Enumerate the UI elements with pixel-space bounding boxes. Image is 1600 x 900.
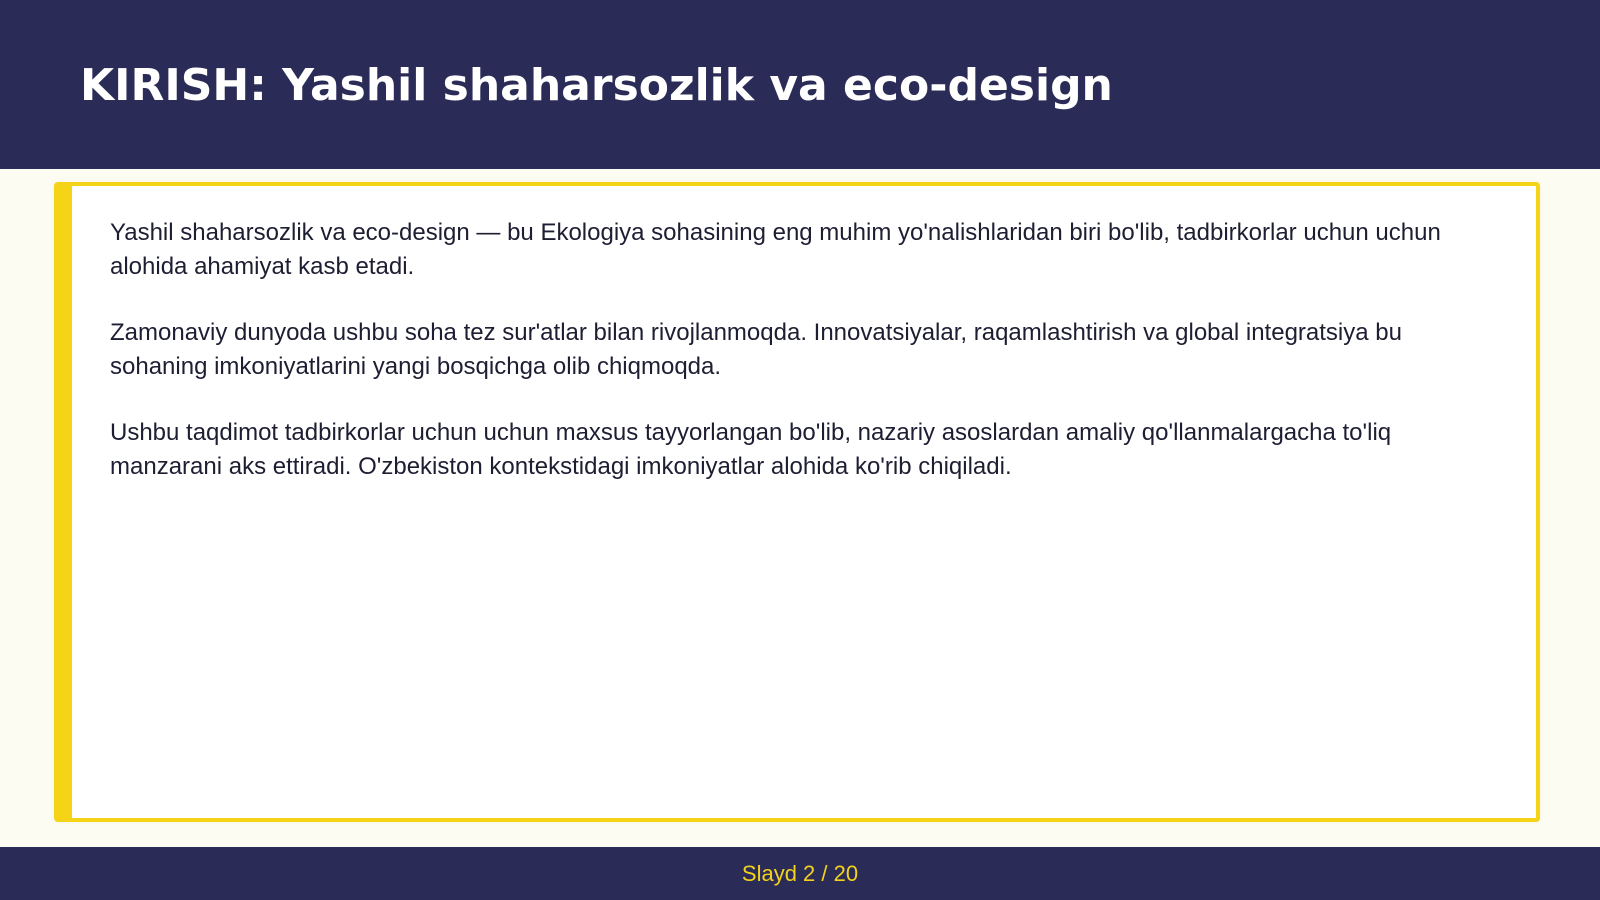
slide-title: KIRISH: Yashil shaharsozlik va eco-design xyxy=(80,60,1113,111)
slide-footer xyxy=(0,847,1600,900)
slide-counter: Slayd 2 / 20 xyxy=(741,861,859,886)
intro-paragraph: Yashil shaharsozlik va eco-design — bu Ekologiya sohasining eng muhim yo'nalishlaridan biri bo'lib, tadbirkorlar uchun uchun alohida ahamiyat kasb etadi. xyxy=(110,219,1441,280)
development-paragraph: Zamonaviy dunyoda ushbu soha tez sur'atlar bilan rivojlanmoqda. Innovatsiyalar, raqamlashtirish va global integratsiya bu sohaning imkoniyatlarini yangi bosqichga olib chiqmoqda. xyxy=(110,319,1402,380)
content-card xyxy=(54,182,1540,822)
slide-header xyxy=(0,0,1600,169)
presentation-purpose-paragraph: Ushbu taqdimot tadbirkorlar uchun uchun maxsus tayyorlangan bo'lib, nazariy asoslardan amaliy qo'llanmalargacha to'liq manzarani aks ettiradi. O'zbekiston kontekstidagi imkoniyatlar alohida ko'rib chiqiladi. xyxy=(110,419,1392,480)
